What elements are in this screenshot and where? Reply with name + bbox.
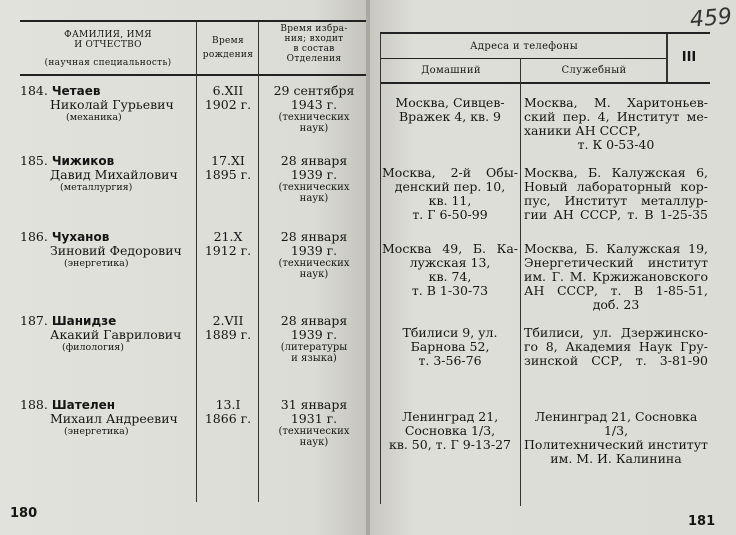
work-line: Москва, Б. Калужская 19, <box>524 241 708 256</box>
header-name-line2: И ОТЧЕСТВО <box>74 40 142 50</box>
work-line: Москва, Б. Калужская 6, <box>524 165 708 180</box>
elected-year: 1939 г. <box>290 327 338 342</box>
header-birth-line2: рождения <box>202 50 254 60</box>
header-birth <box>198 36 258 60</box>
work-line: зинской ССР, т. 3-81-90 <box>524 353 708 368</box>
work-line: т. К 0-53-40 <box>577 137 655 152</box>
home-line: Москва, Сивцев- <box>395 95 505 110</box>
home-line: кв. 74, <box>428 269 472 284</box>
elected-section-cont: наук) <box>299 437 329 448</box>
header-work: Служебный <box>561 65 627 76</box>
home-line: Москва 49, Б. Ка- <box>382 241 518 256</box>
home-line: денский пер. 10, <box>394 179 506 194</box>
birth-date: 2.VII <box>212 313 244 328</box>
elected-section: (технических <box>278 182 350 193</box>
elected-section-cont: наук) <box>299 269 329 280</box>
entry-186-birth <box>198 230 258 258</box>
page-number-right: 181 <box>688 514 716 529</box>
surname: Шателен <box>51 398 116 412</box>
elected-section-cont: и языка) <box>291 353 337 364</box>
elected-year: 1939 г. <box>290 243 338 258</box>
surname: Шанидзе <box>51 314 117 328</box>
home-line: т. Г 6-50-99 <box>412 207 488 222</box>
entry-185-work <box>524 166 708 222</box>
home-line: кв. 11, <box>428 193 472 208</box>
work-line: Энергетический институт <box>524 255 708 270</box>
home-line: Москва, 2-й Обы- <box>382 165 518 180</box>
work-line: гии АН СССР, т. В 1-25-35 <box>524 207 708 222</box>
entry-number: 184. <box>20 83 48 98</box>
right-page <box>370 0 736 535</box>
birth-date: 21.X <box>213 229 243 244</box>
header-home: Домашний <box>421 65 481 76</box>
entry-185-birth <box>198 154 258 182</box>
work-line: го 8, Академия Наук Гру- <box>524 339 708 354</box>
work-line: Тбилиси, ул. Дзержинско- <box>524 325 708 340</box>
given-names: Акакий Гаврилович <box>50 327 182 342</box>
work-line: Москва, М. Харитоньев- <box>524 95 708 110</box>
specialty: (механика) <box>66 112 122 123</box>
home-line: кв. 50, т. Г 9-13-27 <box>389 437 511 452</box>
home-line: Вражек 4, кв. 9 <box>399 109 501 124</box>
header-elected-line1: Время избра- <box>280 24 348 34</box>
elected-section: (технических <box>278 112 350 123</box>
entry-188-work <box>524 410 708 466</box>
entry-184-home <box>382 96 518 124</box>
entry-188-elected <box>260 398 368 448</box>
given-names: Николай Гурьевич <box>50 97 174 112</box>
elected-section: (технических <box>278 258 350 269</box>
given-names: Давид Михайлович <box>50 167 178 182</box>
work-line: АН СССР, т. В 1-85-51, <box>524 283 708 298</box>
header-top-rule <box>20 20 368 22</box>
surname: Чижиков <box>51 154 115 168</box>
elected-date: 28 января <box>280 153 348 168</box>
entry-185-name <box>20 154 196 193</box>
work-line: Ленинград 21, Сосновка 1/3, <box>534 409 698 438</box>
header-top-rule <box>380 32 710 34</box>
elected-section: (технических <box>278 426 350 437</box>
home-line: Ленинград 21, <box>401 409 499 424</box>
entry-187-name <box>20 314 196 353</box>
birth-year: 1902 г. <box>204 97 252 112</box>
elected-year: 1939 г. <box>290 167 338 182</box>
birth-date: 6.XII <box>212 83 244 98</box>
entry-184-birth <box>198 84 258 112</box>
header-birth-line1: Время <box>212 36 244 46</box>
specialty: (филология) <box>62 342 124 353</box>
entry-188-birth <box>198 398 258 426</box>
entry-188-home <box>382 410 518 452</box>
home-line: т. 3-56-76 <box>418 353 482 368</box>
birth-date: 13.I <box>215 397 241 412</box>
work-line: им. М. И. Калинина <box>550 451 682 466</box>
birth-year: 1866 г. <box>204 411 252 426</box>
entry-number: 188. <box>20 397 48 412</box>
entry-184-name <box>20 84 196 123</box>
home-line: т. В 1-30-73 <box>411 283 489 298</box>
left-rule <box>380 34 381 504</box>
column-divider-elected <box>258 22 259 502</box>
handwritten-number: 459 <box>688 4 734 33</box>
header-elected <box>260 24 368 64</box>
header-name-line1: ФАМИЛИЯ, ИМЯ <box>64 30 152 40</box>
entry-number: 185. <box>20 153 48 168</box>
surname: Четаев <box>51 84 101 98</box>
page-number-left: 180 <box>10 506 38 521</box>
elected-date: 29 сентября <box>273 83 355 98</box>
entry-185-home <box>382 166 518 222</box>
entry-187-elected <box>260 314 368 364</box>
home-line: лужская 13, <box>409 255 491 270</box>
work-line: Политехнический институт <box>524 437 708 452</box>
home-line: Барнова 52, <box>410 339 490 354</box>
header-section: III <box>681 50 697 65</box>
work-line: Новый лабораторный кор- <box>524 179 708 194</box>
birth-date: 17.XI <box>211 153 245 168</box>
specialty: (энергетика) <box>64 258 129 269</box>
header-name-line3: (научная специальность) <box>44 58 172 68</box>
entry-187-home <box>382 326 518 368</box>
entry-186-name <box>20 230 196 269</box>
elected-section: (литературы <box>280 342 348 353</box>
entry-187-work <box>524 326 708 368</box>
column-divider-birth <box>196 22 197 502</box>
elected-date: 28 января <box>280 229 348 244</box>
header-addresses: Адреса и телефоны <box>470 41 578 52</box>
work-line: ханики АН СССР, <box>524 123 641 138</box>
header-mid-rule <box>380 58 666 59</box>
given-names: Зиновий Федорович <box>50 243 182 258</box>
entry-186-home <box>382 242 518 298</box>
home-line: Тбилиси 9, ул. <box>402 325 498 340</box>
entry-number: 187. <box>20 313 48 328</box>
entry-184-elected <box>260 84 368 134</box>
birth-year: 1895 г. <box>204 167 252 182</box>
elected-section-cont: наук) <box>299 123 329 134</box>
entry-185-elected <box>260 154 368 204</box>
entry-187-birth <box>198 314 258 342</box>
entry-186-elected <box>260 230 368 280</box>
entry-186-work <box>524 242 708 312</box>
header-elected-line4: Отделения <box>286 54 342 64</box>
surname: Чуханов <box>51 230 110 244</box>
entry-188-name <box>20 398 196 437</box>
header-elected-line3: в состав <box>293 44 335 54</box>
elected-date: 31 января <box>280 397 348 412</box>
specialty: (энергетика) <box>64 426 129 437</box>
elected-date: 28 января <box>280 313 348 328</box>
work-line: ский пер. 4, Институт ме- <box>524 109 708 124</box>
header-bottom-rule <box>380 82 710 84</box>
home-line: Сосновка 1/3, <box>404 423 496 438</box>
header-bottom-rule <box>20 74 368 76</box>
work-line: пус, Институт металлур- <box>524 193 708 208</box>
entry-184-work <box>524 96 708 152</box>
elected-year: 1931 г. <box>290 411 338 426</box>
given-names: Михаил Андреевич <box>50 411 178 426</box>
elected-year: 1943 г. <box>290 97 338 112</box>
header-elected-line2: ния; входит <box>284 34 344 44</box>
entry-number: 186. <box>20 229 48 244</box>
work-line: доб. 23 <box>592 297 640 312</box>
birth-year: 1912 г. <box>204 243 252 258</box>
birth-year: 1889 г. <box>204 327 252 342</box>
header-name <box>22 30 194 68</box>
specialty: (металлургия) <box>60 182 133 193</box>
elected-section-cont: наук) <box>299 193 329 204</box>
work-line: им. Г. М. Кржижановского <box>524 269 708 284</box>
column-divider-home-work <box>520 58 521 506</box>
